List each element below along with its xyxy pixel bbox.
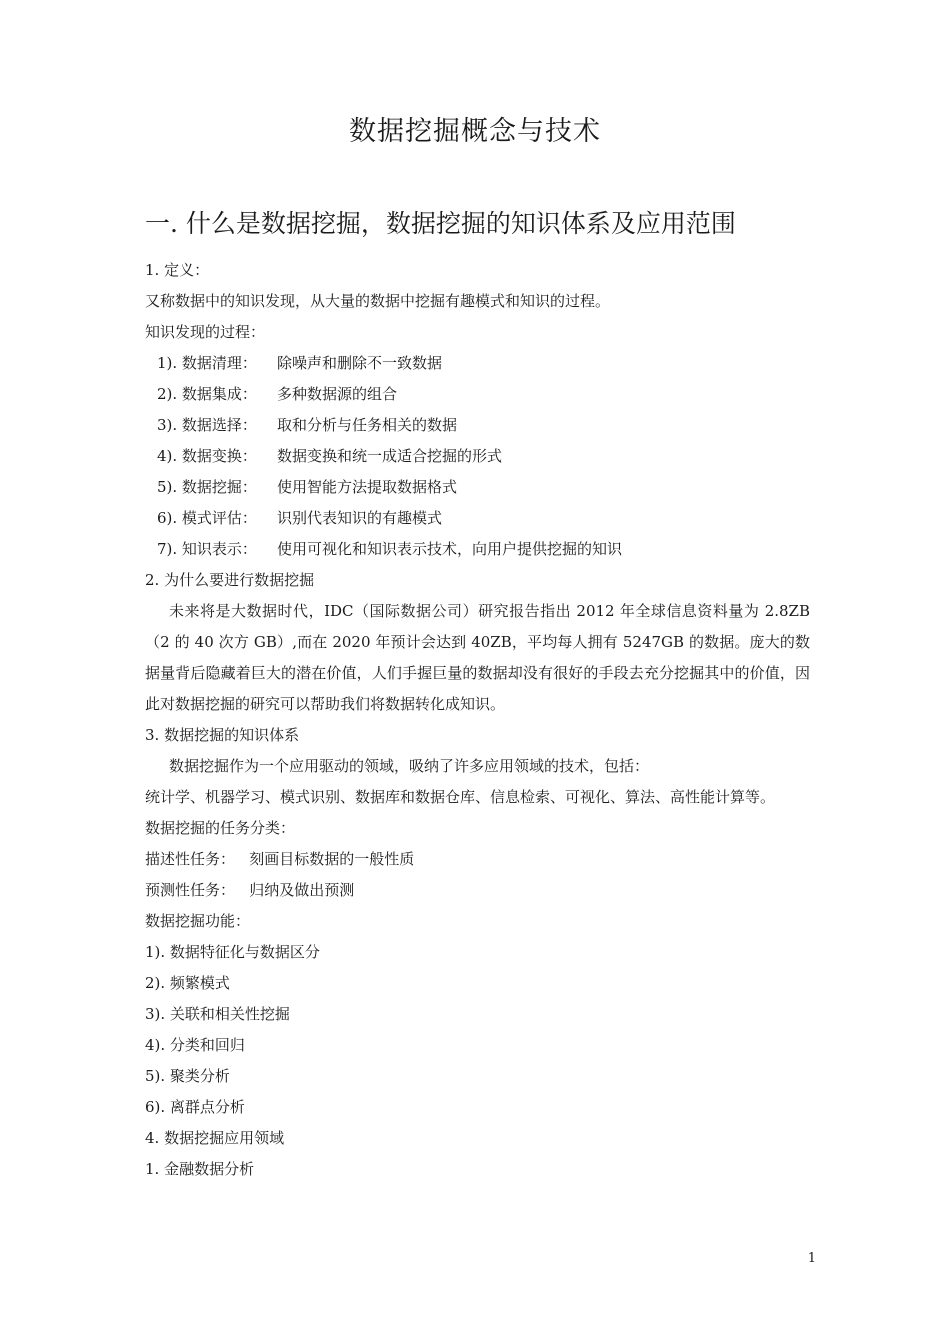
- why-paragraph: 未来将是大数据时代，IDC（国际数据公司）研究报告指出 2012 年全球信息资料量为 2.8ZB（2 的 40 次方 GB）,而在 2020 年预计会达到 40ZB，平均每人拥有 5247GB 的数据。庞大的数据量背后隐藏着巨大的潜在价值，人们手握巨量的数据却没有很好的手段去充分挖掘其中的价值，因此对数据挖掘的研究可以帮助我们将数据转化成知识。: [145, 602, 810, 713]
- process-step-description: 除噪声和删除不一致数据: [277, 354, 443, 372]
- process-step-description: 识别代表知识的有趣模式: [277, 509, 443, 527]
- function-heading: 数据挖掘功能：: [145, 912, 251, 930]
- process-step-list: [145, 348, 810, 565]
- function-item: 6). 离群点分析: [145, 1098, 245, 1116]
- process-step-name: 7). 知识表示：: [157, 540, 257, 558]
- page-number: 1: [807, 1251, 816, 1266]
- process-step-name: 6). 模式评估：: [157, 509, 257, 527]
- function-item: 1). 数据特征化与数据区分: [145, 943, 320, 961]
- predictive-task: 预测性任务： 归纳及做出预测: [145, 881, 355, 899]
- process-step-name: 3). 数据选择：: [157, 416, 257, 434]
- process-step: [145, 472, 810, 503]
- page-title: 数据挖掘概念与技术: [349, 116, 601, 147]
- definition-text: 又称数据中的知识发现，从大量的数据中挖掘有趣模式和知识的过程。: [145, 292, 611, 310]
- process-step: [145, 379, 810, 410]
- process-step-name: 4). 数据变换：: [157, 447, 257, 465]
- descriptive-task: 描述性任务： 刻画目标数据的一般性质: [145, 850, 415, 868]
- process-step: [145, 503, 810, 534]
- document-content: [145, 255, 810, 1185]
- knowledge-system-fields: 统计学、机器学习、模式识别、数据库和数据仓库、信息检索、可视化、算法、高性能计算等。: [145, 788, 776, 806]
- process-step: [145, 348, 810, 379]
- function-item: 5). 聚类分析: [145, 1067, 230, 1085]
- process-step-description: 使用可视化和知识表示技术，向用户提供挖掘的知识: [277, 540, 623, 558]
- task-heading: 数据挖掘的任务分类：: [145, 819, 296, 837]
- why-heading: 2. 为什么要进行数据挖掘: [145, 571, 315, 589]
- function-list: [145, 937, 810, 1123]
- process-step-name: 2). 数据集成：: [157, 385, 257, 403]
- process-step-name: 5). 数据挖掘：: [157, 478, 257, 496]
- knowledge-system-heading: 3. 数据挖掘的知识体系: [145, 726, 300, 744]
- process-step-name: 1). 数据清理：: [157, 354, 257, 372]
- function-item: 4). 分类和回归: [145, 1036, 245, 1054]
- process-step-description: 多种数据源的组合: [277, 385, 398, 403]
- process-step: [145, 534, 810, 565]
- process-step: [145, 441, 810, 472]
- process-step-description: 使用智能方法提取数据格式: [277, 478, 458, 496]
- process-step-description: 取和分析与任务相关的数据: [277, 416, 458, 434]
- definition-heading: 1. 定义：: [145, 261, 210, 279]
- function-item: 2). 频繁模式: [145, 974, 230, 992]
- process-heading: 知识发现的过程：: [145, 323, 266, 341]
- function-item: 3). 关联和相关性挖掘: [145, 1005, 290, 1023]
- application-item: 1. 金融数据分析: [145, 1160, 255, 1178]
- application-heading: 4. 数据挖掘应用领域: [145, 1129, 285, 1147]
- process-step: [145, 410, 810, 441]
- knowledge-system-intro: 数据挖掘作为一个应用驱动的领域，吸纳了许多应用领域的技术，包括：: [169, 757, 650, 775]
- process-step-description: 数据变换和统一成适合挖掘的形式: [277, 447, 503, 465]
- section-heading: 一. 什么是数据挖掘，数据挖掘的知识体系及应用范围: [145, 209, 736, 238]
